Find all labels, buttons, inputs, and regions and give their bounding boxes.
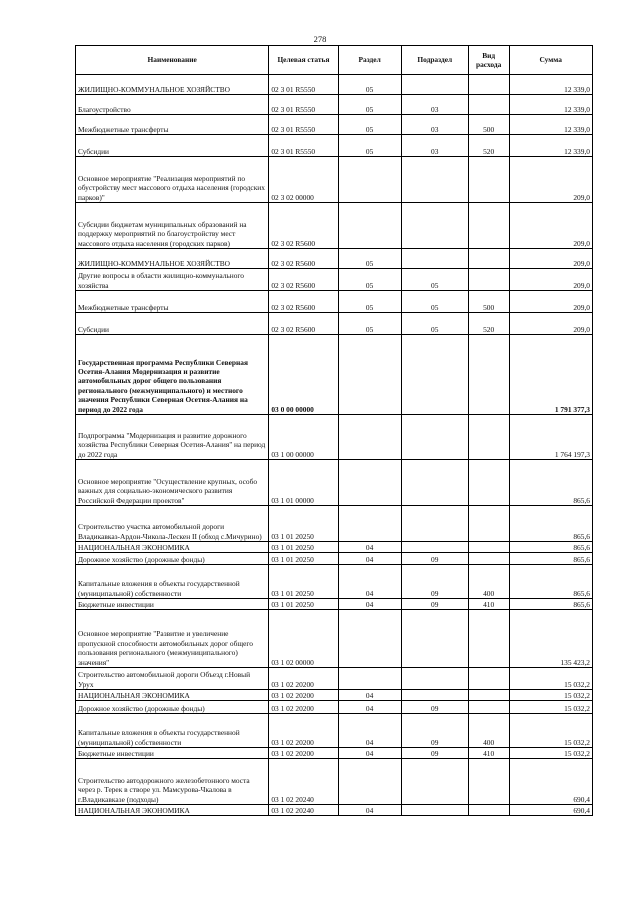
- table-row: [76, 759, 593, 805]
- cell-type: 520: [468, 313, 509, 335]
- cell-subsection: 05: [401, 313, 468, 335]
- table-row: [76, 75, 593, 95]
- cell-name: Государственная программа Республики Северная Осетия-Алания Модернизация и развитие автомобильных дорог общего пользования регионального (межмуниципального) и местного значения Республики Северная Осетия-Алания на период до 2022 года: [76, 335, 269, 415]
- cell-type: [468, 269, 509, 291]
- page-number: 278: [313, 34, 327, 44]
- cell-sum: 865,6: [509, 506, 592, 542]
- cell-section: 04: [338, 690, 401, 701]
- table-row: [76, 291, 593, 313]
- cell-section: 05: [338, 95, 401, 115]
- cell-sum: 209,0: [509, 249, 592, 269]
- cell-subsection: [401, 542, 468, 553]
- cell-subsection: [401, 460, 468, 506]
- header-type: Вид расхода: [468, 46, 509, 75]
- cell-sum: 135 423,2: [509, 610, 592, 668]
- cell-subsection: [401, 690, 468, 701]
- cell-type: 500: [468, 291, 509, 313]
- cell-code: 03 1 02 20200: [269, 701, 338, 714]
- cell-type: [468, 157, 509, 203]
- table-row: [76, 690, 593, 701]
- cell-sum: 865,6: [509, 565, 592, 599]
- cell-name: Капитальные вложения в объекты государственной (муниципальной) собственности: [76, 714, 269, 748]
- table-row: [76, 157, 593, 203]
- cell-section: 04: [338, 701, 401, 714]
- cell-code: 03 1 01 20250: [269, 506, 338, 542]
- budget-table: [75, 45, 593, 816]
- cell-code: 02 3 02 R5600: [269, 313, 338, 335]
- cell-section: [338, 610, 401, 668]
- cell-section: 05: [338, 249, 401, 269]
- cell-subsection: [401, 415, 468, 460]
- cell-subsection: 03: [401, 115, 468, 135]
- cell-subsection: [401, 759, 468, 805]
- header-subsection: Подраздел: [401, 46, 468, 75]
- cell-sum: 12 339,0: [509, 75, 592, 95]
- cell-code: 03 1 02 20200: [269, 668, 338, 690]
- cell-type: [468, 610, 509, 668]
- cell-subsection: [401, 610, 468, 668]
- cell-code: 03 1 01 20250: [269, 542, 338, 553]
- cell-type: 520: [468, 135, 509, 157]
- cell-code: 02 3 02 R5600: [269, 249, 338, 269]
- cell-type: 500: [468, 115, 509, 135]
- cell-code: 03 1 02 20240: [269, 759, 338, 805]
- cell-type: [468, 335, 509, 415]
- header-code: Целевая статья: [269, 46, 338, 75]
- cell-section: 05: [338, 115, 401, 135]
- cell-sum: 690,4: [509, 805, 592, 816]
- cell-subsection: 09: [401, 701, 468, 714]
- header-sum: Сумма: [509, 46, 592, 75]
- table-row: [76, 668, 593, 690]
- cell-subsection: 09: [401, 599, 468, 610]
- cell-code: 03 1 02 20200: [269, 714, 338, 748]
- cell-section: [338, 668, 401, 690]
- cell-type: [468, 460, 509, 506]
- cell-sum: 865,6: [509, 553, 592, 565]
- cell-type: [468, 542, 509, 553]
- cell-sum: 865,6: [509, 599, 592, 610]
- cell-name: Межбюджетные трансферты: [76, 115, 269, 135]
- cell-subsection: [401, 203, 468, 249]
- table-row: [76, 565, 593, 599]
- cell-name: Дорожное хозяйство (дорожные фонды): [76, 701, 269, 714]
- table-row: [76, 714, 593, 748]
- table-row: [76, 313, 593, 335]
- table-row: [76, 553, 593, 565]
- cell-sum: 1 791 377,3: [509, 335, 592, 415]
- table-row: [76, 95, 593, 115]
- cell-name: Бюджетные инвестиции: [76, 748, 269, 759]
- cell-type: [468, 75, 509, 95]
- cell-section: 05: [338, 291, 401, 313]
- table-row: [76, 415, 593, 460]
- table-row: [76, 115, 593, 135]
- cell-name: Межбюджетные трансферты: [76, 291, 269, 313]
- cell-sum: 15 032,2: [509, 690, 592, 701]
- cell-type: 400: [468, 565, 509, 599]
- cell-name: Бюджетные инвестиции: [76, 599, 269, 610]
- cell-section: 04: [338, 805, 401, 816]
- cell-section: 04: [338, 565, 401, 599]
- cell-subsection: [401, 805, 468, 816]
- cell-name: Дорожное хозяйство (дорожные фонды): [76, 553, 269, 565]
- cell-subsection: [401, 506, 468, 542]
- cell-code: 03 1 01 20250: [269, 553, 338, 565]
- cell-subsection: [401, 335, 468, 415]
- cell-subsection: [401, 157, 468, 203]
- cell-name: Благоустройство: [76, 95, 269, 115]
- cell-subsection: [401, 75, 468, 95]
- cell-sum: 690,4: [509, 759, 592, 805]
- cell-sum: 1 764 197,3: [509, 415, 592, 460]
- cell-name: НАЦИОНАЛЬНАЯ ЭКОНОМИКА: [76, 805, 269, 816]
- cell-type: [468, 249, 509, 269]
- cell-section: 05: [338, 269, 401, 291]
- cell-type: [468, 415, 509, 460]
- table-row: [76, 599, 593, 610]
- cell-section: [338, 759, 401, 805]
- cell-section: 04: [338, 714, 401, 748]
- cell-type: 410: [468, 599, 509, 610]
- cell-section: 04: [338, 542, 401, 553]
- cell-section: 05: [338, 75, 401, 95]
- cell-name: Строительство участка автомобильной дороги Владикавказ-Ардон-Чикола-Лескен II (обход с.Мичурино): [76, 506, 269, 542]
- cell-sum: 15 032,2: [509, 668, 592, 690]
- cell-type: 400: [468, 714, 509, 748]
- cell-sum: 865,6: [509, 542, 592, 553]
- table-row: [76, 506, 593, 542]
- cell-subsection: 05: [401, 269, 468, 291]
- cell-subsection: 03: [401, 135, 468, 157]
- table-row: [76, 335, 593, 415]
- cell-name: Основное мероприятие "Осуществление крупных, особо важных для социально-экономического развития Российской Федерации проектов": [76, 460, 269, 506]
- cell-sum: 15 032,2: [509, 701, 592, 714]
- table-row: [76, 460, 593, 506]
- cell-name: Подпрограмма "Модернизация и развитие дорожного хозяйства Республики Северная Осетия-Алания" на период до 2022 года: [76, 415, 269, 460]
- table-row: [76, 135, 593, 157]
- cell-section: [338, 415, 401, 460]
- cell-code: 03 1 01 20250: [269, 599, 338, 610]
- cell-name: Субсидии: [76, 135, 269, 157]
- cell-section: [338, 506, 401, 542]
- cell-sum: 12 339,0: [509, 95, 592, 115]
- cell-code: 03 1 01 00000: [269, 460, 338, 506]
- cell-code: 02 3 02 R5600: [269, 203, 338, 249]
- cell-name: Субсидии бюджетам муниципальных образований на поддержку мероприятий по благоустройству мест массового отдыха населения (городских парков): [76, 203, 269, 249]
- table-row: [76, 269, 593, 291]
- cell-name: Капитальные вложения в объекты государственной (муниципальной) собственности: [76, 565, 269, 599]
- cell-name: НАЦИОНАЛЬНАЯ ЭКОНОМИКА: [76, 542, 269, 553]
- cell-subsection: 09: [401, 565, 468, 599]
- cell-type: [468, 506, 509, 542]
- cell-name: Основное мероприятие "Реализация мероприятий по обустройству мест массового отдыха населения (городских парков)": [76, 157, 269, 203]
- table-row: [76, 542, 593, 553]
- table-header-row: [76, 46, 593, 75]
- cell-type: [468, 690, 509, 701]
- cell-sum: 865,6: [509, 460, 592, 506]
- cell-code: 03 1 01 20250: [269, 565, 338, 599]
- cell-name: Строительство автодорожного железобетонного моста через р. Терек в створе ул. Мамсурова-Чкалова в г.Владикавказе (подходы): [76, 759, 269, 805]
- cell-section: [338, 157, 401, 203]
- cell-sum: 15 032,2: [509, 714, 592, 748]
- cell-code: 02 3 01 R5550: [269, 75, 338, 95]
- cell-section: 04: [338, 553, 401, 565]
- cell-name: Строительство автомобильной дороги Объезд г.Новый Урух: [76, 668, 269, 690]
- cell-code: 02 3 01 R5550: [269, 115, 338, 135]
- cell-sum: 15 032,2: [509, 748, 592, 759]
- cell-code: 02 3 02 R5600: [269, 291, 338, 313]
- header-section: Раздел: [338, 46, 401, 75]
- cell-code: 03 1 02 20240: [269, 805, 338, 816]
- cell-section: [338, 335, 401, 415]
- cell-subsection: 05: [401, 291, 468, 313]
- table-row: [76, 249, 593, 269]
- cell-code: 03 1 02 20200: [269, 748, 338, 759]
- cell-code: 02 3 02 R5600: [269, 269, 338, 291]
- cell-code: 02 3 01 R5550: [269, 135, 338, 157]
- cell-name: ЖИЛИЩНО-КОММУНАЛЬНОЕ ХОЗЯЙСТВО: [76, 249, 269, 269]
- table-row: [76, 805, 593, 816]
- cell-subsection: 09: [401, 714, 468, 748]
- cell-sum: 209,0: [509, 313, 592, 335]
- cell-type: [468, 701, 509, 714]
- cell-section: 05: [338, 135, 401, 157]
- table-row: [76, 701, 593, 714]
- cell-code: 02 3 02 00000: [269, 157, 338, 203]
- cell-subsection: [401, 668, 468, 690]
- cell-name: НАЦИОНАЛЬНАЯ ЭКОНОМИКА: [76, 690, 269, 701]
- cell-type: [468, 203, 509, 249]
- cell-subsection: [401, 249, 468, 269]
- cell-section: 04: [338, 599, 401, 610]
- cell-sum: 209,0: [509, 291, 592, 313]
- cell-section: [338, 203, 401, 249]
- cell-name: Субсидии: [76, 313, 269, 335]
- table-body: [76, 75, 593, 816]
- cell-type: [468, 805, 509, 816]
- table-row: [76, 748, 593, 759]
- cell-section: 05: [338, 313, 401, 335]
- cell-sum: 209,0: [509, 203, 592, 249]
- header-name: Наименование: [76, 46, 269, 75]
- cell-name: Основное мероприятие "Развитие и увеличение пропускной способности автомобильных дорог общего пользования регионального (межмуниципального) значения": [76, 610, 269, 668]
- cell-sum: 12 339,0: [509, 135, 592, 157]
- cell-type: [468, 759, 509, 805]
- table-row: [76, 610, 593, 668]
- cell-sum: 209,0: [509, 269, 592, 291]
- cell-code: 02 3 01 R5550: [269, 95, 338, 115]
- cell-sum: 209,0: [509, 157, 592, 203]
- cell-type: 410: [468, 748, 509, 759]
- cell-subsection: 09: [401, 553, 468, 565]
- table-row: [76, 203, 593, 249]
- cell-subsection: 03: [401, 95, 468, 115]
- cell-code: 03 0 00 00000: [269, 335, 338, 415]
- cell-subsection: 09: [401, 748, 468, 759]
- cell-code: 03 1 02 00000: [269, 610, 338, 668]
- cell-type: [468, 95, 509, 115]
- cell-type: [468, 553, 509, 565]
- cell-name: Другие вопросы в области жилищно-коммунального хозяйства: [76, 269, 269, 291]
- cell-code: 03 1 00 00000: [269, 415, 338, 460]
- cell-section: 04: [338, 748, 401, 759]
- cell-code: 03 1 02 20200: [269, 690, 338, 701]
- cell-sum: 12 339,0: [509, 115, 592, 135]
- cell-type: [468, 668, 509, 690]
- cell-section: [338, 460, 401, 506]
- cell-name: ЖИЛИЩНО-КОММУНАЛЬНОЕ ХОЗЯЙСТВО: [76, 75, 269, 95]
